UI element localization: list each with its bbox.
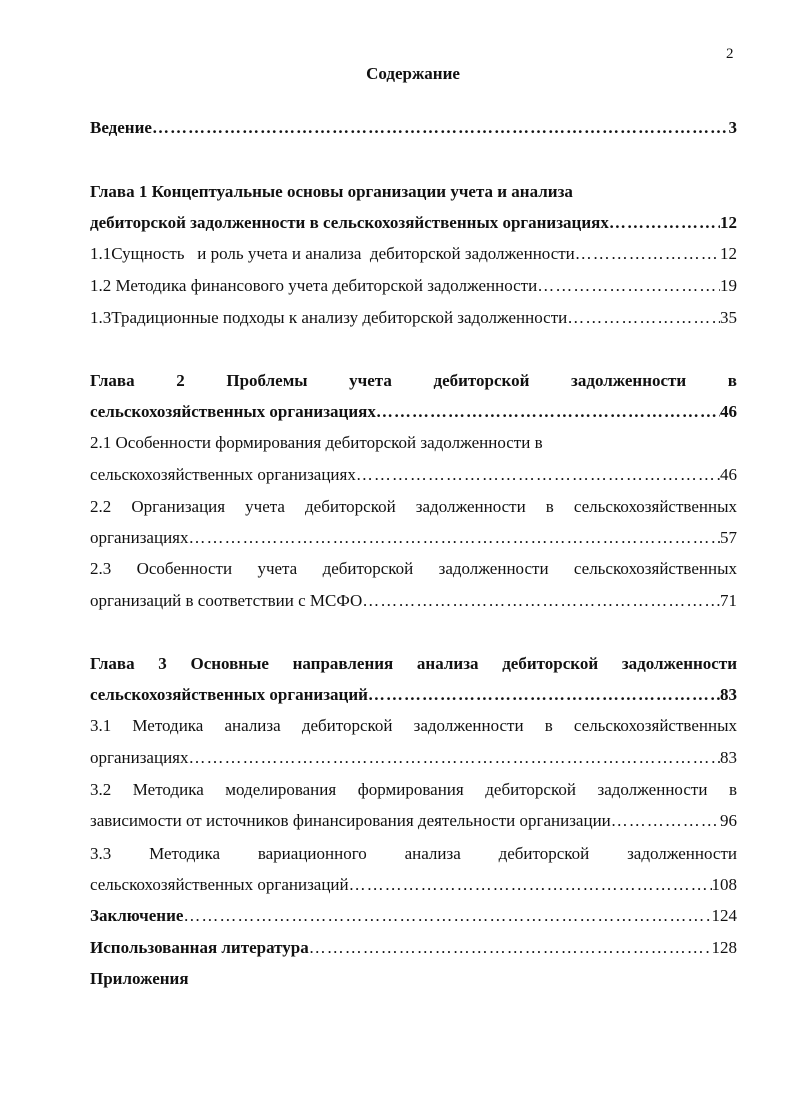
toc-page-number: 19 [720,276,737,295]
toc-page-number: 57 [720,528,737,547]
toc-section-3-3-line-1[interactable]: 3.3 Методика вариационного анализа дебиторской задолженности [90,844,737,863]
toc-entry-text: 1.3Традиционные подходы к анализу дебиторской задолженности [90,308,568,327]
page-title: Содержание [366,64,460,83]
toc-entry-text: сельскохозяйственных организациях [90,402,376,421]
toc-section-2-3-line-2[interactable] [90,590,737,612]
toc-page-number: 71 [720,591,737,610]
toc-section-2-1-line-1[interactable]: 2.1 Особенности формирования дебиторской задолженности в [90,433,543,452]
leader-dots [362,590,720,612]
toc-section-3-1-line-2[interactable] [90,747,737,769]
toc-entry-text: сельскохозяйственных организаций [90,875,349,894]
toc-entry-references[interactable] [90,937,737,959]
toc-section-3-2-line-1[interactable]: 3.2 Методика моделирования формирования дебиторской задолженности в [90,780,737,799]
toc-section-1-3[interactable] [90,307,737,329]
toc-page-number: 96 [720,811,737,830]
toc-page-number: 83 [720,685,737,704]
toc-entry-text: 1.2 Методика финансового учета дебиторской задолженности [90,276,538,295]
toc-section-3-3-line-2[interactable] [90,874,737,896]
toc-section-2-1-line-2[interactable] [90,464,737,486]
toc-section-2-2-line-2[interactable] [90,527,737,549]
leader-dots [567,307,720,329]
leader-dots [152,117,729,139]
toc-entry-text: дебиторской задолженности в сельскохозяйственных организациях [90,213,609,232]
toc-chapter-1-line-1[interactable]: Глава 1 Концептуальные основы организации учета и анализа [90,182,573,201]
leader-dots [376,401,720,423]
toc-entry-text: зависимости от источников финансирования деятельности организации [90,811,611,830]
toc-entry-text: организациях [90,528,189,547]
toc-page-number: 35 [720,308,737,327]
toc-section-2-2-line-1[interactable]: 2.2 Организация учета дебиторской задолженности в сельскохозяйственных [90,497,737,516]
toc-entry-text: Заключение [90,906,184,925]
toc-entry-conclusion[interactable] [90,905,737,927]
toc-section-3-2-line-2[interactable] [90,810,737,832]
toc-section-2-3-line-1[interactable]: 2.3 Особенности учета дебиторской задолженности сельскохозяйственных [90,559,737,578]
leader-dots [183,905,711,927]
leader-dots [189,527,721,549]
toc-entry-appendices[interactable]: Приложения [90,969,189,988]
toc-page-number: 128 [711,938,737,957]
leader-dots [611,810,720,832]
leader-dots [356,464,720,486]
toc-page-number: 12 [720,244,737,263]
toc-page-number: 46 [720,402,737,421]
toc-page-number: 46 [720,465,737,484]
leader-dots [537,275,720,297]
toc-entry-text: 1.1Сущность и роль учета и анализа дебиторской задолженности [90,244,575,263]
toc-chapter-3-line-2[interactable] [90,684,737,706]
toc-section-3-1-line-1[interactable]: 3.1 Методика анализа дебиторской задолженности в сельскохозяйственных [90,716,737,735]
toc-page-number: 3 [728,118,737,137]
toc-entry-text: Ведение [90,118,152,137]
leader-dots [349,874,712,896]
toc-chapter-2-line-2[interactable] [90,401,737,423]
toc-page-number: 108 [711,875,737,894]
toc-section-1-1[interactable] [90,243,737,265]
leader-dots [368,684,720,706]
leader-dots [189,747,721,769]
toc-section-1-2[interactable] [90,275,737,297]
toc-entry-text: Использованная литература [90,938,309,957]
toc-entry-introduction[interactable] [90,117,737,139]
leader-dots [575,243,720,265]
toc-chapter-3-line-1[interactable]: Глава 3 Основные направления анализа дебиторской задолженности [90,654,737,673]
toc-page-number: 124 [711,906,737,925]
toc-page-number: 83 [720,748,737,767]
toc-chapter-1-line-2[interactable] [90,212,737,234]
toc-page-number: 12 [720,213,737,232]
toc-entry-text: сельскохозяйственных организаций [90,685,368,704]
toc-entry-text: сельскохозяйственных организациях [90,465,356,484]
toc-entry-text: организаций в соответствии с МСФО [90,591,363,610]
leader-dots [609,212,720,234]
leader-dots [309,937,712,959]
toc-entry-text: организациях [90,748,189,767]
page-number: 2 [726,46,734,62]
toc-chapter-2-line-1[interactable]: Глава 2 Проблемы учета дебиторской задолженности в [90,371,737,390]
